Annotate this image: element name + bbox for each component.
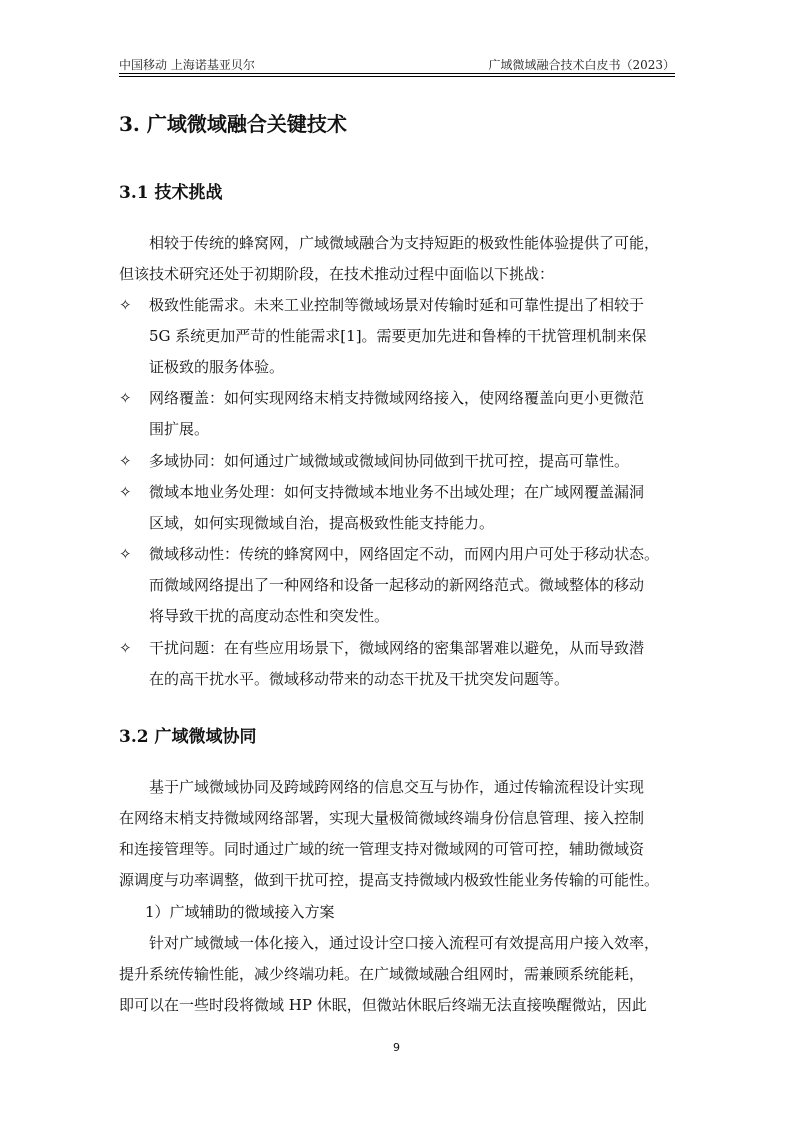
- challenge-item-line: 而微域网络提出了一种网络和设备一起移动的新网络范式。微域整体的移动: [149, 576, 645, 594]
- page-header: [119, 52, 675, 72]
- bullet-icon: ✧: [119, 296, 132, 314]
- s32-para-line: 源调度与功率调整，做到干扰可控，提高支持微域内极致性能业务传输的可能性。: [119, 871, 660, 889]
- challenge-item-line: 区域，如何实现微域自治，提高极致性能支持能力。: [149, 514, 495, 532]
- s32-para-line: 针对广域微域一体化接入，通过设计空口接入流程可有效提高用户接入效率，: [149, 934, 660, 952]
- section-3-2-title: 3.2 广域微域协同: [119, 727, 257, 747]
- s32-para-line: 提升系统传输性能，减少终端功耗。在广域微域融合组网时，需兼顾系统能耗，: [119, 965, 645, 983]
- page-number: 9: [393, 1041, 400, 1054]
- challenge-item-line: 网络覆盖：如何实现网络末梢支持微域网络接入，使网络覆盖向更小更微范: [149, 389, 645, 407]
- header-right: 广域微域融合技术白皮书（2023）: [488, 58, 675, 72]
- header-left: 中国移动 上海诺基亚贝尔: [119, 58, 255, 72]
- section-3-title: 3. 广域微域融合关键技术: [119, 112, 347, 136]
- challenge-item-line: 将导致干扰的高度动态性和突发性。: [149, 607, 390, 625]
- s32-para-line: 和连接管理等。同时通过广域的统一管理支持对微域网的可管可控，辅助微域资: [119, 840, 645, 858]
- s32-subheading: 1）广域辅助的微域接入方案: [145, 903, 335, 921]
- challenge-item-line: 证极致的服务体验。: [149, 358, 285, 376]
- challenge-item-line: 在的高干扰水平。微域移动带来的动态干扰及干扰突发问题等。: [149, 670, 570, 688]
- header-rule-thin: [119, 76, 675, 77]
- s32-para-line: 即可以在一些时段将微域 HP 休眠，但微站休眠后终端无法直接唤醒微站，因此: [119, 996, 647, 1014]
- bullet-icon: ✧: [119, 389, 132, 407]
- bullet-icon: ✧: [119, 452, 132, 470]
- s32-para-line: 在网络末梢支持微域网络部署，实现大量极简微域终端身份信息管理、接入控制: [119, 809, 645, 827]
- challenge-item-line: 多域协同：如何通过广域微域或微域间协同做到干扰可控，提高可靠性。: [149, 452, 630, 470]
- challenge-item-line: 微域移动性：传统的蜂窝网中，网络固定不动，而网内用户可处于移动状态。: [149, 545, 660, 563]
- challenge-item-line: 极致性能需求。未来工业控制等微域场景对传输时延和可靠性提出了相较于: [149, 296, 645, 314]
- challenge-item-line: 围扩展。: [149, 420, 210, 438]
- s31-intro-line: 但该技术研究还处于初期阶段，在技术推动过程中面临以下挑战：: [119, 265, 555, 283]
- header-rule: [119, 73, 675, 74]
- bullet-icon: ✧: [119, 483, 132, 501]
- bullet-icon: ✧: [119, 545, 132, 563]
- bullet-icon: ✧: [119, 639, 132, 657]
- challenge-item-line: 5G 系统更加严苛的性能需求[1]。需要更加先进和鲁棒的干扰管理机制来保: [149, 327, 647, 345]
- challenge-item-line: 微域本地业务处理：如何支持微域本地业务不出域处理；在广域网覆盖漏洞: [149, 483, 645, 501]
- challenge-item-line: 干扰问题：在有些应用场景下，微域网络的密集部署难以避免，从而导致潜: [149, 639, 645, 657]
- s32-para-line: 基于广域微域协同及跨域跨网络的信息交互与协作，通过传输流程设计实现: [149, 778, 645, 796]
- s31-intro-line: 相较于传统的蜂窝网，广域微域融合为支持短距的极致性能体验提供了可能，: [149, 234, 660, 252]
- section-3-1-title: 3.1 技术挑战: [119, 183, 223, 203]
